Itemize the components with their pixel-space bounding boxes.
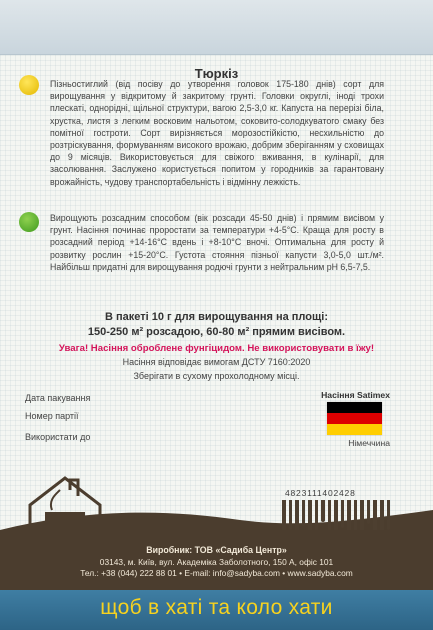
flag-stripe-gold — [327, 424, 382, 435]
seed-brand: Насіння Satimex — [321, 390, 390, 400]
storage-note: Зберігати в сухому прохолодному місці. — [133, 371, 300, 381]
packet-top-band — [0, 0, 433, 55]
barcode-number: 4823111402428 — [285, 488, 356, 498]
planting-info-line1: В пакеті 10 г для вирощування на площі: — [105, 311, 328, 323]
flag-stripe-red — [327, 413, 382, 424]
pack-date-field: Дата пакування — [25, 393, 91, 403]
slogan: щоб в хаті та коло хати — [100, 596, 333, 619]
green-dot-icon — [19, 212, 39, 232]
manufacturer-address: 03143, м. Київ, вул. Академіка Заболотного, 150 А, офіс 101 — [99, 557, 334, 567]
cultivation-text: Вирощують розсадним способом (вік розсади 45-50 днів) і прямим висівом у грунт. Насіння починає проростати за температури +4-5°С. Краща для росту в розсадний період +14-16°С вдень і +8-10°С вночі. Оптимальна для росту й розвитку рослин +15-20°С. Густота стояння пізньої капусти 3,0-5,0 шт./м². Найбільш придатні для вирощування родючі грунти з нейтральним рН 6,5-7,5. — [50, 213, 384, 272]
germany-flag-icon — [327, 402, 382, 435]
yellow-dot-icon — [19, 75, 39, 95]
compliance-note: Насіння відповідає вимогам ДСТУ 7160:2020 — [122, 357, 311, 367]
use-by-field: Використати до — [25, 432, 91, 442]
origin-country: Німеччина — [348, 438, 390, 448]
flag-stripe-black — [327, 402, 382, 413]
batch-number-field: Номер партії — [25, 411, 79, 421]
manufacturer-contacts: Тел.: +38 (044) 222 88 01 • E-mail: info@sadyba.com • www.sadyba.com — [80, 568, 353, 578]
planting-info-line2: 150-250 м² розсадою, 60-80 м² прямим висівом. — [87, 326, 346, 338]
manufacturer-name: Виробник: ТОВ «Садиба Центр» — [146, 545, 287, 555]
product-description: Пізньостиглий (від посіву до утворення головок 175-180 днів) сорт для вирощування у відкритому й закритому грунті. Головки округлі, іноді трохи плескаті, однорідні, щільної структури, вагою 2,5-3,0 кг. Капуста на перерізі біла, хрустка, листя з легким восковим нальотом, соковито-солодкуватого смаку без помітної гостроти. Сорт вирізняється морозостійкістю, несхильністю до розтріскування, формуванням високого врожаю, добрим зберіганням у сховищах до 9 місяців. Використовується для свіжого вживання, в кулінарії, для засолювання. Заслужено користується попитом у городників за гарантовану врожайність, чудову транспортабельність і відмінну лежкість. — [50, 79, 384, 187]
fungicide-warning: Увага! Насіння оброблене фунгіцидом. Не використовувати в їжу! — [58, 343, 375, 354]
product-title: Тюркіз — [194, 66, 239, 81]
